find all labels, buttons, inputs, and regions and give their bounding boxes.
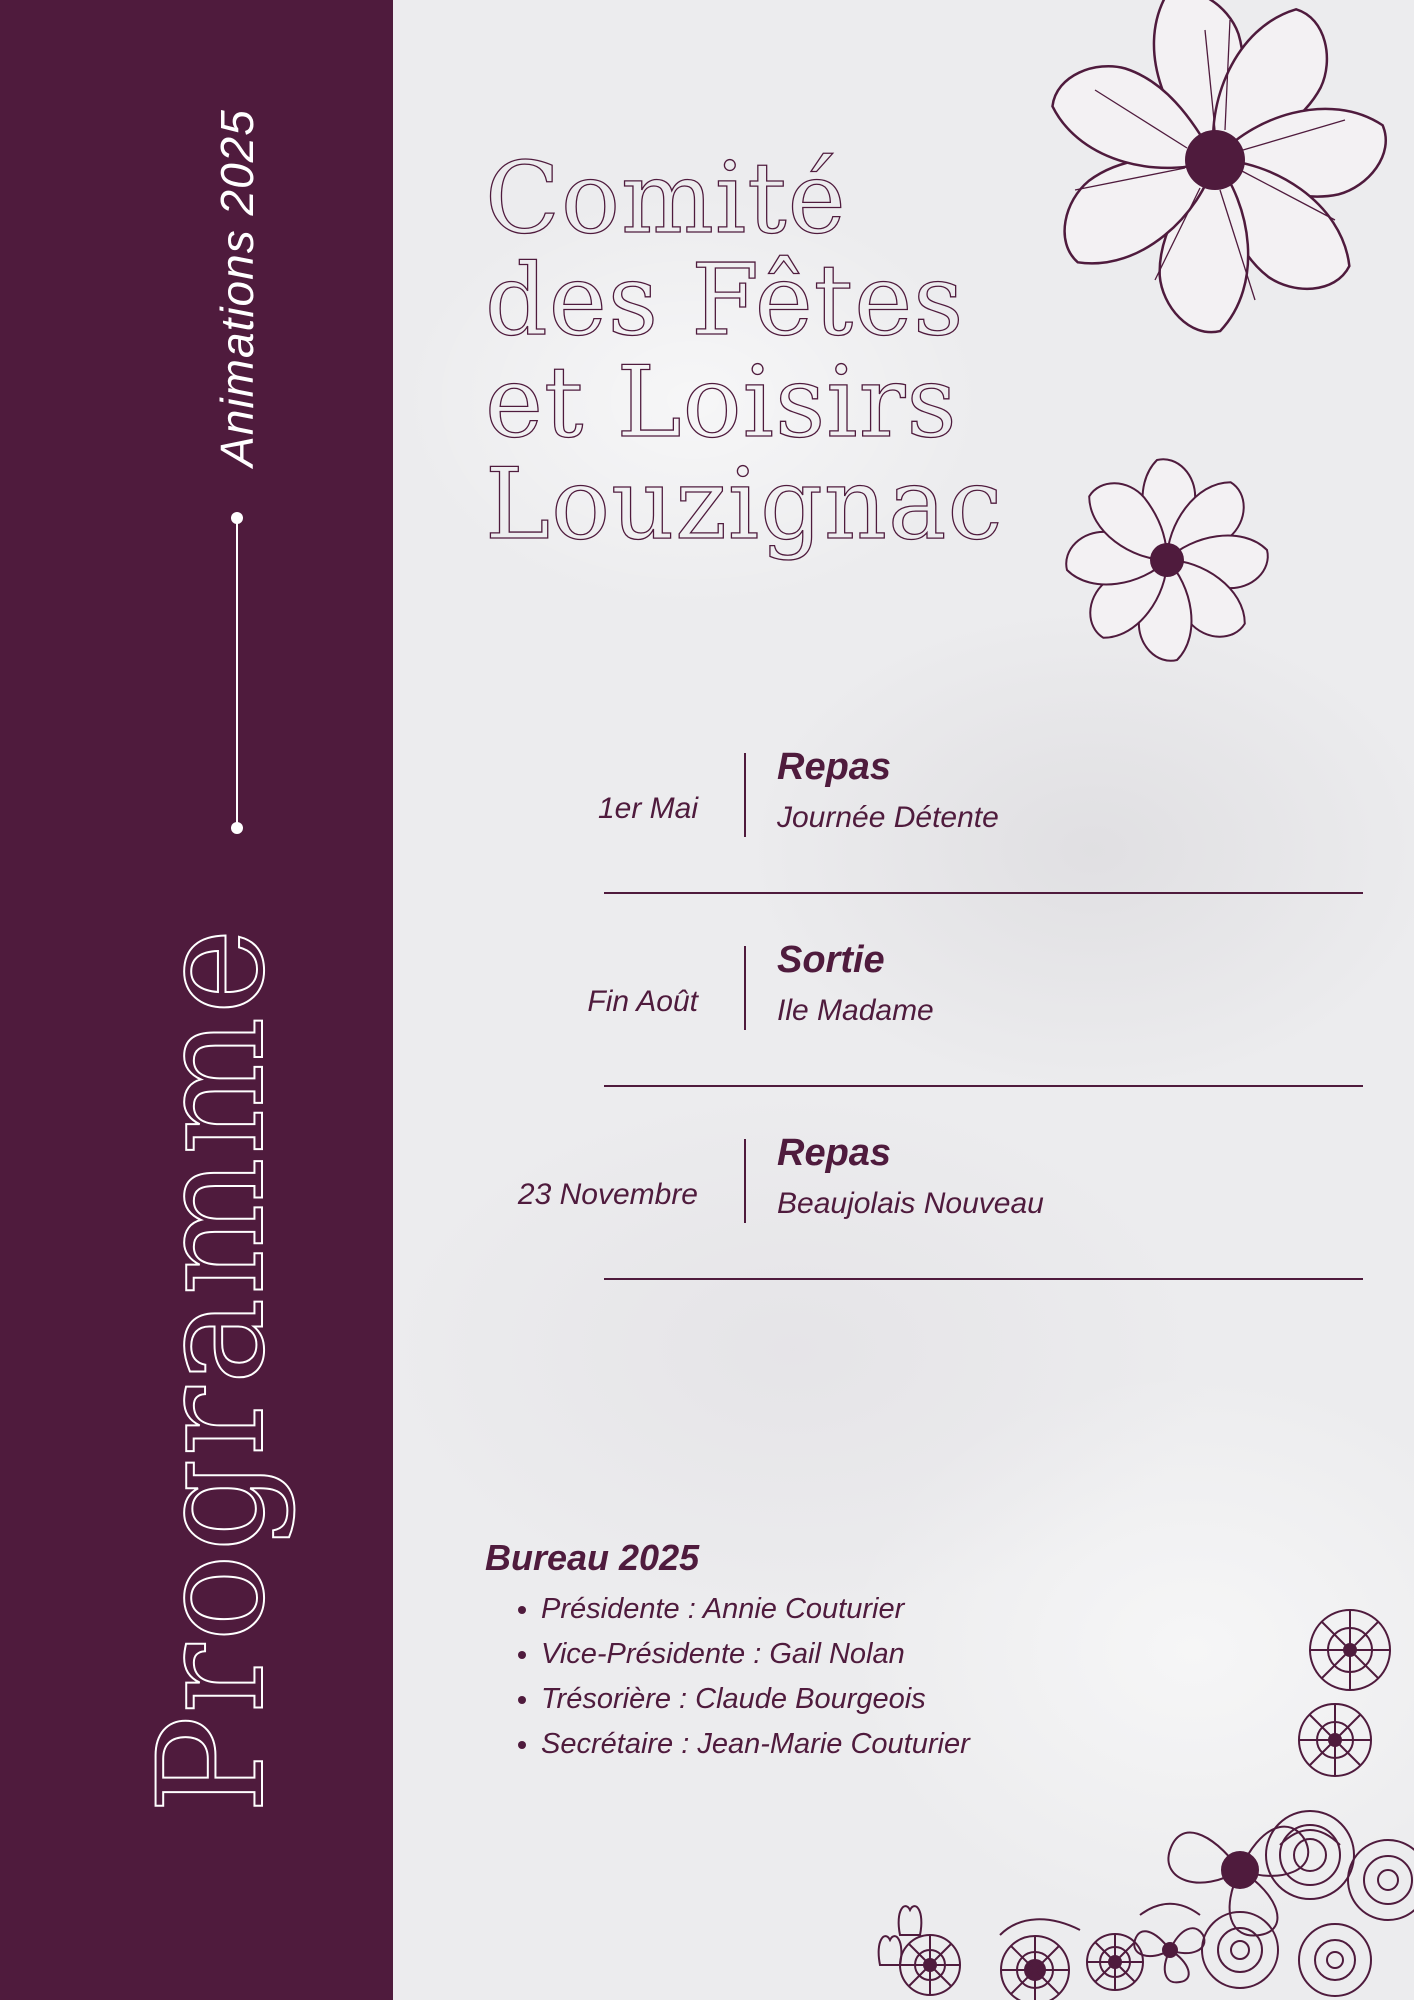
- event-name: Repas: [777, 746, 892, 788]
- event-date: 1er Mai: [597, 792, 698, 825]
- event-date: Fin Août: [587, 985, 698, 1018]
- bureau-member: • Présidente : Annie Couturier: [541, 1587, 970, 1632]
- title-line: Louzignac: [485, 448, 1004, 562]
- event-item: [485, 1126, 1363, 1319]
- bureau-member: • Trésorière : Claude Bourgeois: [541, 1677, 970, 1722]
- event-separator: [604, 1085, 1363, 1087]
- page-title: [485, 142, 1004, 562]
- large-flower-icon: [1035, 0, 1395, 380]
- title-line: Comité: [485, 142, 847, 256]
- bureau-member-list: [485, 1587, 970, 1767]
- title-line: et Loisirs: [485, 346, 958, 460]
- sidebar-subtitle: Animations 2025: [211, 109, 263, 467]
- event-description: Ile Madame: [777, 994, 934, 1027]
- small-flower-icon: [1062, 455, 1272, 670]
- event-list: [485, 740, 1363, 1319]
- bureau-member: • Secrétaire : Jean-Marie Couturier: [541, 1722, 970, 1767]
- event-item: [485, 933, 1363, 1126]
- event-separator: [604, 892, 1363, 894]
- event-divider: [744, 753, 746, 837]
- title-line: des Fêtes: [485, 244, 965, 358]
- event-description: Beaujolais Nouveau: [777, 1187, 1044, 1220]
- event-divider: [744, 1139, 746, 1223]
- event-name: Repas: [777, 1132, 892, 1174]
- event-divider: [744, 946, 746, 1030]
- connector-line: [236, 518, 238, 828]
- bureau-member: • Vice-Présidente : Gail Nolan: [541, 1632, 970, 1677]
- sidebar: [0, 0, 393, 2000]
- event-description: Journée Détente: [777, 801, 999, 834]
- event-date: 23 Novembre: [517, 1178, 698, 1211]
- connector-dot-bottom: [231, 822, 243, 834]
- event-name: Sortie: [777, 939, 885, 981]
- event-item: [485, 740, 1363, 933]
- bureau-section: [485, 1537, 970, 1767]
- event-separator: [604, 1278, 1363, 1280]
- sidebar-heading: Programme: [127, 926, 297, 1814]
- bureau-heading: Bureau 2025: [485, 1537, 700, 1578]
